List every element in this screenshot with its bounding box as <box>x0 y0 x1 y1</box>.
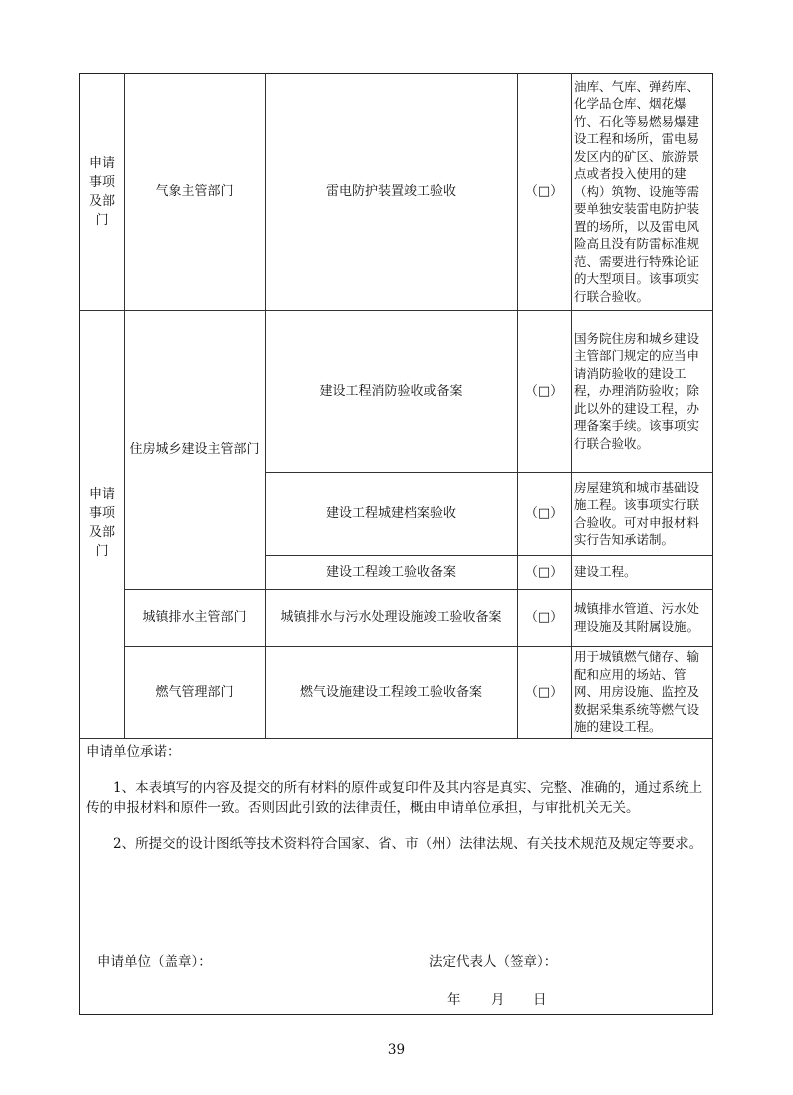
note-cell: 国务院住房和城乡建设主管部门规定的应当申请消防验收的建设工程，办理消防验收；除此以外的建设工程，办理备案手续。该事项实行联合验收。 <box>574 330 700 451</box>
date-day: 日 <box>533 992 547 1008</box>
promise-clause-1: 1、本表填写的内容及提交的所有材料的原件或复印件及其内容是真实、完整、准确的，通过系统上传的申报材料和原件一致。否则因此引致的法律责任，概由申请单位承担，与审批机关无关。 <box>86 780 703 816</box>
item-cell: 城镇排水与污水处理设施竣工验收备案 <box>280 610 502 625</box>
section-label: 申请 事项 及部 门 <box>88 487 115 559</box>
applicant-promise <box>82 742 710 854</box>
department-cell: 城镇排水主管部门 <box>142 610 247 625</box>
date-month: 月 <box>491 992 505 1008</box>
checkbox[interactable]: （□） <box>524 684 564 700</box>
department-cell: 气象主管部门 <box>155 184 234 199</box>
note-cell: 油库、气库、弹药库、化学品仓库、烟花爆竹、石化等易燃易爆建设工程和场所，雷电易发区内的矿区、旅游景点或者投入使用的建（构）筑物、设施等需要单独安装雷电防护装置的场所，以及雷电风险高且没有防雷标准规范、需要进行特殊论证的大型项目。该事项实行联合验收。 <box>574 78 700 304</box>
item-cell: 建设工程消防验收或备案 <box>319 383 463 399</box>
applicant-seal-label: 申请单位（盖章）： <box>97 954 212 970</box>
promise-clause-2: 2、所提交的设计图纸等技术资料符合国家、省、市（州）法律法规、有关技术规范及规定等要求。 <box>113 836 703 852</box>
note-cell: 房屋建筑和城市基础设施工程。该事项实行联合验收。可对申报材料实行告知承诺制。 <box>574 479 700 547</box>
item-cell: 燃气设施建设工程竣工验收备案 <box>299 684 482 700</box>
checkbox[interactable]: （□） <box>524 383 564 399</box>
checkbox[interactable]: （□） <box>524 184 564 199</box>
note-cell: 用于城镇燃气储存、输配和应用的场站、管网、用房设施、监控及数据采集系统等燃气设施的建设工程。 <box>574 649 700 735</box>
page-number: 39 <box>387 1042 406 1058</box>
department-cell: 住房城乡建设主管部门 <box>129 442 260 457</box>
representative-sign-label: 法定代表人（签章）： <box>429 954 558 970</box>
checkbox[interactable]: （□） <box>524 610 564 625</box>
section-label: 申请 事项 及部 门 <box>88 156 115 228</box>
department-cell: 燃气管理部门 <box>155 684 234 700</box>
checkbox[interactable]: （□） <box>524 506 564 521</box>
item-cell: 建设工程城建档案验收 <box>325 506 456 521</box>
row-divider <box>79 738 713 739</box>
date-year: 年 <box>447 992 461 1008</box>
checkbox[interactable]: （□） <box>524 564 564 580</box>
note-cell: 建设工程。 <box>574 564 637 580</box>
promise-heading: 申请单位承诺： <box>86 744 181 760</box>
note-cell: 城镇排水管道、污水处理设施及其附属设施。 <box>574 601 700 634</box>
item-cell: 建设工程竣工验收备案 <box>325 564 456 580</box>
item-cell: 雷电防护装置竣工验收 <box>325 184 456 199</box>
